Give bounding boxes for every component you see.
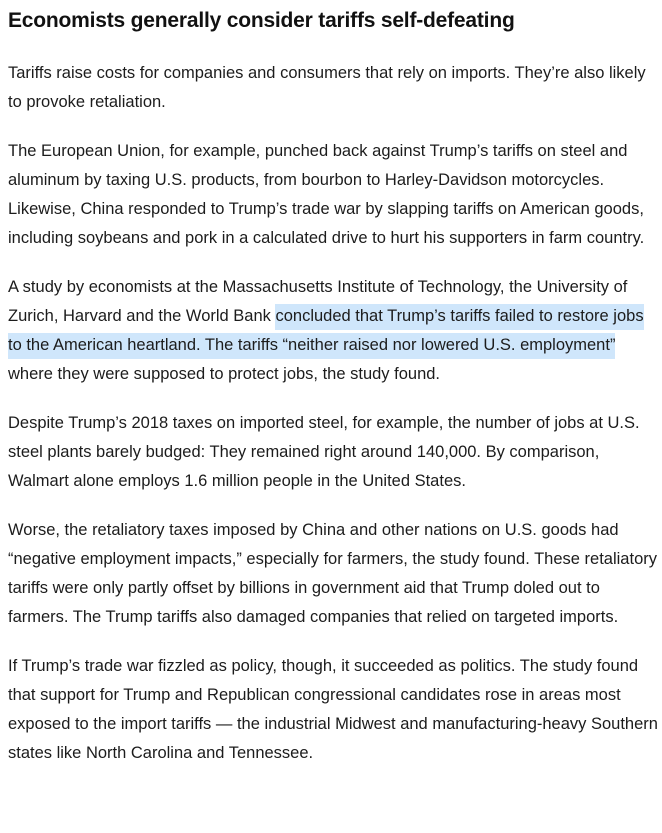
paragraph-text: A study by economists at the Massachusetts Institute of Technology, the University of Zurich, Harvard and the World Bank xyxy=(8,278,628,325)
paragraph-eu-china-retaliation: The European Union, for example, punched back against Trump’s tariffs on steel and aluminum by taxing U.S. products, from bourbon to Harley-Davidson motorcycles. Likewise, China responded to Trump’s trade war by slapping tariffs on American goods, including soybeans and pork in a calculated drive to hurt his supporters in farm country. xyxy=(8,142,645,247)
paragraph-tariffs-costs: Tariffs raise costs for companies and consumers that rely on imports. They’re also likely to provoke retaliation. xyxy=(8,64,646,111)
paragraph-politics: If Trump’s trade war fizzled as policy, though, it succeeded as politics. The study found that support for Trump and Republican congressional candidates rose in areas most exposed to the import tariffs — the industrial Midwest and manufacturing-heavy Southern states like North Carolina and Tennessee. xyxy=(8,657,658,762)
article-body xyxy=(8,6,658,768)
section-heading: Economists generally consider tariffs self-defeating xyxy=(8,9,515,32)
paragraph-mit-study xyxy=(8,273,658,389)
paragraph-steel-jobs: Despite Trump’s 2018 taxes on imported steel, for example, the number of jobs at U.S. steel plants barely budged: They remained right around 140,000. By comparison, Walmart alone employs 1.6 million people in the United States. xyxy=(8,414,640,490)
paragraph-text: where they were supposed to protect jobs, the study found. xyxy=(8,365,441,383)
paragraph-retaliatory-taxes: Worse, the retaliatory taxes imposed by China and other nations on U.S. goods had “negative employment impacts,” especially for farmers, the study found. These retaliatory tariffs were only partly offset by billions in government aid that Trump doled out to farmers. The Trump tariffs also damaged companies that relied on targeted imports. xyxy=(8,521,657,626)
selected-text-highlight[interactable]: concluded that Trump’s tariffs failed to restore jobs to the American heartland. The tariffs “neither raised nor lowered U.S. employment” xyxy=(8,304,644,359)
